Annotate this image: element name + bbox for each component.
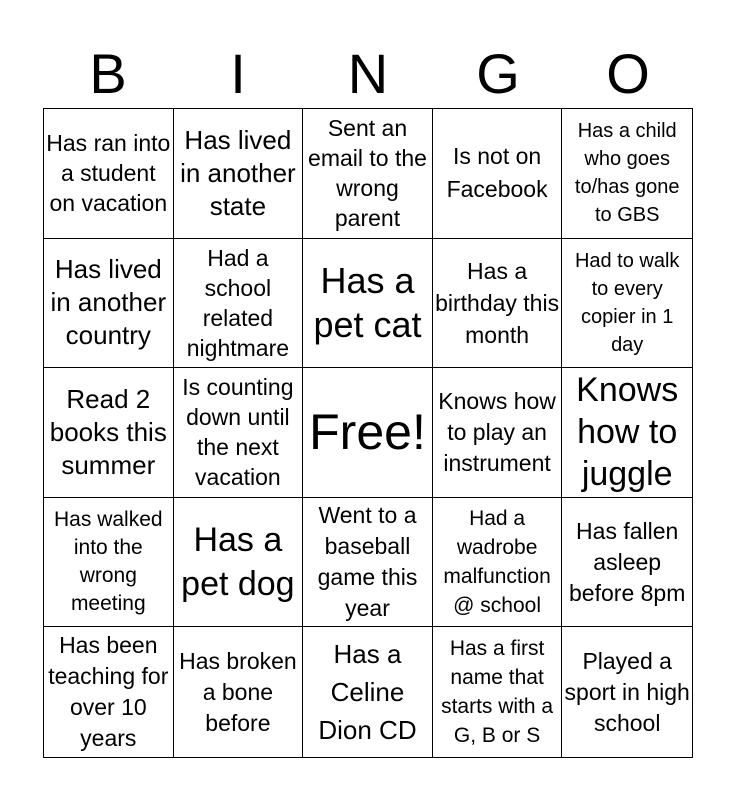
cell-text: Went to a baseball game this year xyxy=(317,502,418,622)
free-space[interactable] xyxy=(303,368,433,498)
bingo-cell[interactable] xyxy=(303,627,433,757)
cell-text: Knows how to juggle xyxy=(576,371,679,494)
cell-text: Has a first name that starts with a G, B or S xyxy=(441,637,554,748)
bingo-cell[interactable] xyxy=(174,239,304,369)
cell-text: Has a child who goes to/has gone to GBS xyxy=(574,120,680,227)
bingo-cell[interactable] xyxy=(562,368,692,498)
cell-text: Knows how to play an instrument xyxy=(438,387,556,476)
cell-text: Has a pet dog xyxy=(181,521,295,604)
bingo-cell[interactable] xyxy=(174,627,304,757)
bingo-cell[interactable] xyxy=(433,239,563,369)
header-letter-n: N xyxy=(347,42,389,105)
bingo-cell[interactable] xyxy=(562,627,692,757)
cell-text: Has lived in another country xyxy=(50,254,167,351)
bingo-cell[interactable] xyxy=(174,109,304,239)
cell-text: Had a wadrobe malfunction @ school xyxy=(443,507,551,618)
header-letter-o: O xyxy=(606,42,650,105)
bingo-cell[interactable] xyxy=(44,239,174,369)
bingo-cell[interactable] xyxy=(562,109,692,239)
cell-text: Has lived in another state xyxy=(180,124,296,221)
cell-text: Has a pet cat xyxy=(313,259,422,345)
header-letter-b: B xyxy=(89,42,127,105)
bingo-cell[interactable] xyxy=(433,498,563,628)
bingo-cell[interactable] xyxy=(562,498,692,628)
cell-text: Had to walk to every copier in 1 day xyxy=(574,249,680,356)
cell-text: Has walked into the wrong meeting xyxy=(54,508,163,616)
cell-text: Free! xyxy=(309,404,426,461)
bingo-cell[interactable] xyxy=(433,368,563,498)
bingo-cell[interactable] xyxy=(44,368,174,498)
cell-text: Has broken a bone before xyxy=(179,647,297,736)
cell-text: Has a Celine Dion CD xyxy=(318,639,417,746)
bingo-cell[interactable] xyxy=(44,109,174,239)
bingo-cell[interactable] xyxy=(303,239,433,369)
header-letter-i: I xyxy=(230,42,246,105)
bingo-cell[interactable] xyxy=(303,498,433,628)
bingo-cell[interactable] xyxy=(562,239,692,369)
cell-text: Played a sport in high school xyxy=(564,647,690,736)
cell-text: Has fallen asleep before 8pm xyxy=(569,517,686,606)
bingo-cell[interactable] xyxy=(174,368,304,498)
bingo-cell[interactable] xyxy=(433,627,563,757)
cell-text: Had a school related nightmare xyxy=(186,244,290,361)
bingo-header xyxy=(43,40,693,108)
bingo-cell[interactable] xyxy=(433,109,563,239)
bingo-cell[interactable] xyxy=(44,627,174,757)
bingo-cell[interactable] xyxy=(174,498,304,628)
cell-text: Has a birthday this month xyxy=(435,257,560,348)
cell-text: Has ran into a student on vacation xyxy=(46,130,171,217)
cell-text: Sent an email to the wrong parent xyxy=(308,115,427,232)
cell-text: Has been teaching for over 10 years xyxy=(48,632,169,752)
bingo-board xyxy=(43,108,693,758)
bingo-cell[interactable] xyxy=(303,109,433,239)
header-letter-g: G xyxy=(476,42,520,105)
bingo-cell[interactable] xyxy=(44,498,174,628)
cell-text: Is not on Facebook xyxy=(446,143,548,203)
cell-text: Is counting down until the next vacation xyxy=(182,374,294,491)
cell-text: Read 2 books this summer xyxy=(49,383,167,480)
